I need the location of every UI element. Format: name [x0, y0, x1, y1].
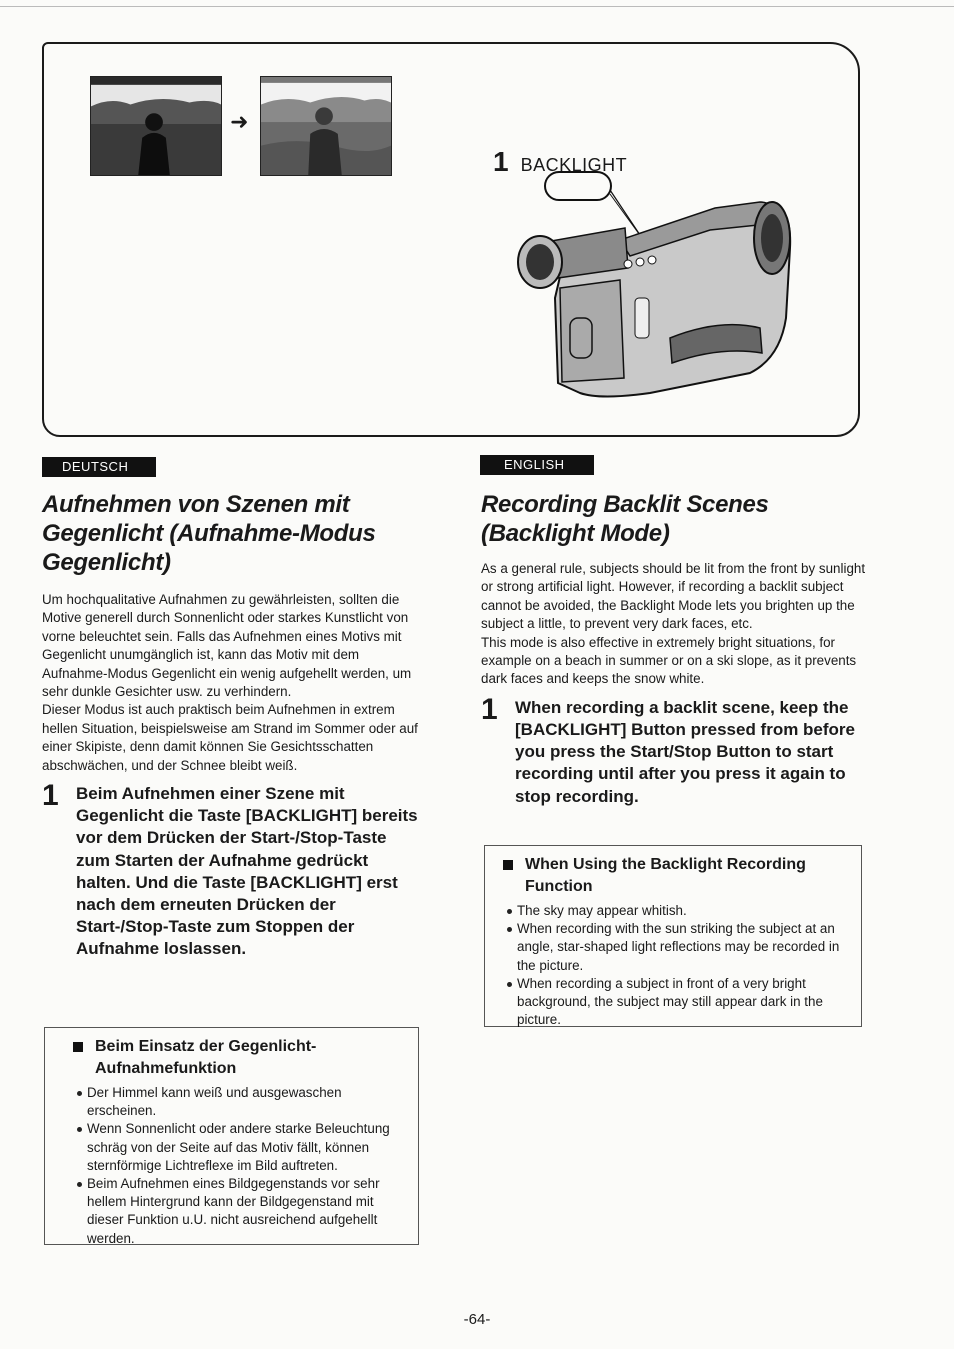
backlit-photo-before — [90, 76, 222, 176]
top-rule — [0, 6, 954, 7]
deutsch-paragraph-2: Dieser Modus ist auch praktisch beim Aufnehmen in extrem hellen Situation, beispielsweise am Strand im Sommer oder auf einer Skipiste, denn damit können Sie Gesichtsschatten abschwächen, und der Schnee bleibt weiß. — [42, 702, 418, 773]
english-note-item: The sky may appear whitish. — [507, 902, 855, 920]
deutsch-note-item: Beim Aufnehmen eines Bildgegenstands vor sehr hellem Hintergrund kann der Bildgegenstand mit dieser Funktion u.U. nicht ausreichend aufgehellt werden. — [77, 1175, 412, 1248]
deutsch-note-item: Wenn Sonnenlicht oder andere starke Beleuchtung schräg von der Seite auf das Motiv fällt, können sternförmige Lichtreflexe im Bild auftreten. — [77, 1120, 412, 1175]
english-note-title-text: When Using the Backlight Recording Function — [525, 856, 806, 895]
english-note-box — [484, 845, 862, 1027]
deutsch-note-list — [77, 1084, 412, 1248]
english-note-item: When recording with the sun striking the subject at an angle, star-shaped light reflections may be recorded in the picture. — [507, 920, 855, 975]
backlight-button-label: BACKLIGHT — [520, 155, 628, 175]
square-bullet-icon — [503, 860, 513, 870]
english-heading: Recording Backlit Scenes (Backlight Mode) — [481, 491, 769, 547]
english-step-text: When recording a backlit scene, keep the [BACKLIGHT] Button pressed from before you press the Start/Stop Button to start recording until after you press it again to stop recording. — [515, 697, 855, 806]
backlit-photo-after — [260, 76, 392, 176]
language-tab-deutsch: DEUTSCH — [42, 457, 156, 477]
english-note-title — [503, 854, 855, 898]
square-bullet-icon — [73, 1042, 83, 1052]
english-note-item: When recording a subject in front of a very bright background, the subject may still appear dark in the picture. — [507, 975, 855, 1030]
deutsch-column — [42, 490, 420, 961]
deutsch-note-title — [73, 1036, 412, 1080]
deutsch-paragraph-1: Um hochqualitative Aufnahmen zu gewährleisten, sollten die Motive generell durch Sonnenlicht oder starkes Kunstlicht von vorne beleuchtet sein. Falls das Aufnehmen eines Motivs mit Gegenlicht unumgänglich ist, kann das Motiv mit dem Aufnahme-Modus Gegenlicht ein wenig aufgehellt werden, um sehr dunkle Gesichter usw. zu verhindern. — [42, 592, 412, 700]
language-tab-english: ENGLISH — [480, 455, 594, 475]
deutsch-note-title-text: Beim Einsatz der Gegenlicht-Aufnahmefunktion — [95, 1038, 317, 1077]
deutsch-heading: Aufnehmen von Szenen mit Gegenlicht (Aufnahme-Modus Gegenlicht) — [42, 491, 376, 576]
english-paragraph-2: This mode is also effective in extremely bright situations, for example on a beach in summer or on a ski slope, as it prevents dark faces and keeps the snow white. — [481, 634, 857, 687]
page-number: -64- — [463, 1311, 491, 1328]
english-paragraph-1: As a general rule, subjects should be lit from the front by sunlight or strong artificial light. However, if recording a backlit subject cannot be avoided, the Backlight Mode lets you brighten up the subject a little, to prevent very dark faces, etc. — [481, 561, 866, 632]
camcorder-illustration — [510, 168, 810, 418]
english-step-number: 1 — [481, 692, 498, 726]
deutsch-note-box — [44, 1027, 419, 1245]
deutsch-step-text: Beim Aufnehmen einer Szene mit Gegenlicht die Taste [BACKLIGHT] bereits vor dem Drücken der Start-/Stop-Taste zum Starten der Aufnahme gedrückt halten. Und die Taste [BACKLIGHT] erst nach dem erneuten Drücken der Start-/Stop-Taste zum Stoppen der Aufnahme loslassen. — [76, 784, 418, 959]
deutsch-step-number: 1 — [42, 779, 59, 813]
english-step-1 — [481, 692, 866, 808]
english-column — [481, 490, 866, 808]
deutsch-note-item: Der Himmel kann weiß und ausgewaschen erscheinen. — [77, 1084, 412, 1120]
arrow-right-icon: ➜ — [230, 110, 249, 135]
callout-step-number: 1 — [493, 146, 509, 177]
english-note-list — [507, 902, 855, 1029]
deutsch-step-1 — [42, 779, 420, 961]
